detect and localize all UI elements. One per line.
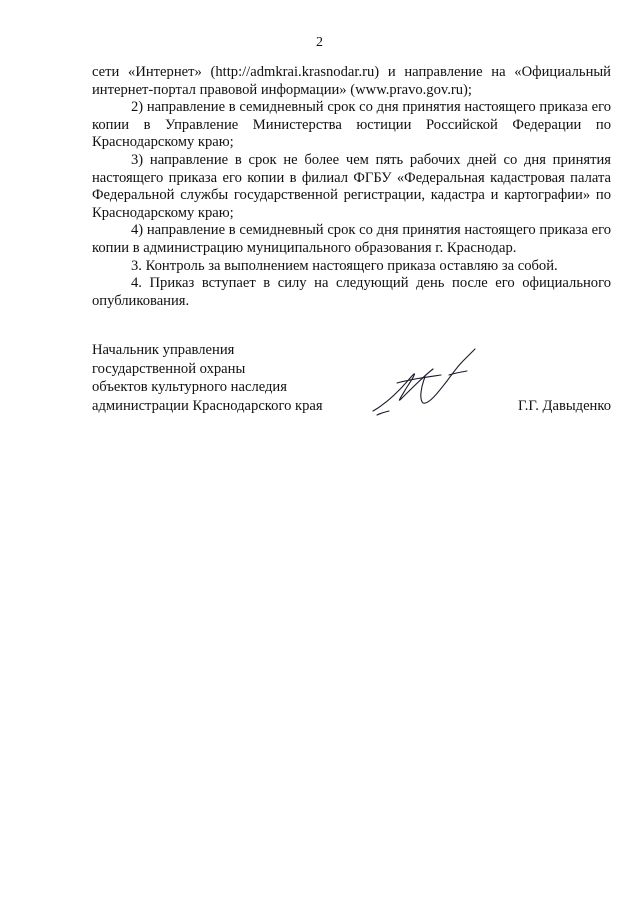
signatory-title xyxy=(92,341,323,415)
signatory-title-line-3: объектов культурного наследия xyxy=(92,379,287,395)
paragraph-4: 4) направление в семидневный срок со дня принятия настоящего приказа его копии в администрацию муниципального образования г. Краснодар. xyxy=(92,222,611,256)
page-number: 2 xyxy=(316,35,323,50)
signature-block xyxy=(92,341,611,421)
signatory-title-line-1: Начальник управления xyxy=(92,342,235,358)
paragraph-1: сети «Интернет» (http://admkrai.krasnodar.ru) и направление на «Официальный интернет-портал правовой информации» (www.pravo.gov.ru); xyxy=(92,64,611,98)
document-body xyxy=(92,64,611,310)
paragraph-6: 4. Приказ вступает в силу на следующий день после его официального опубликования. xyxy=(92,275,611,309)
paragraph-3: 3) направление в срок не более чем пять рабочих дней со дня принятия настоящего приказа его копии в филиал ФГБУ «Федеральная кадастровая палата Федеральной службы государственной регистрации, кадастра и картографии» по Краснодарскому краю; xyxy=(92,151,611,221)
paragraph-2: 2) направление в семидневный срок со дня принятия настоящего приказа его копии в Управление Министерства юстиции Российской Федерации по Краснодарскому краю; xyxy=(92,99,611,151)
signatory-title-line-2: государственной охраны xyxy=(92,360,246,377)
handwritten-signature xyxy=(367,343,477,417)
paragraph-5: 3. Контроль за выполнением настоящего приказа оставляю за собой. xyxy=(131,257,558,274)
signatory-name: Г.Г. Давыденко xyxy=(517,397,611,414)
signatory-title-line-4: администрации Краснодарского края xyxy=(92,397,323,414)
